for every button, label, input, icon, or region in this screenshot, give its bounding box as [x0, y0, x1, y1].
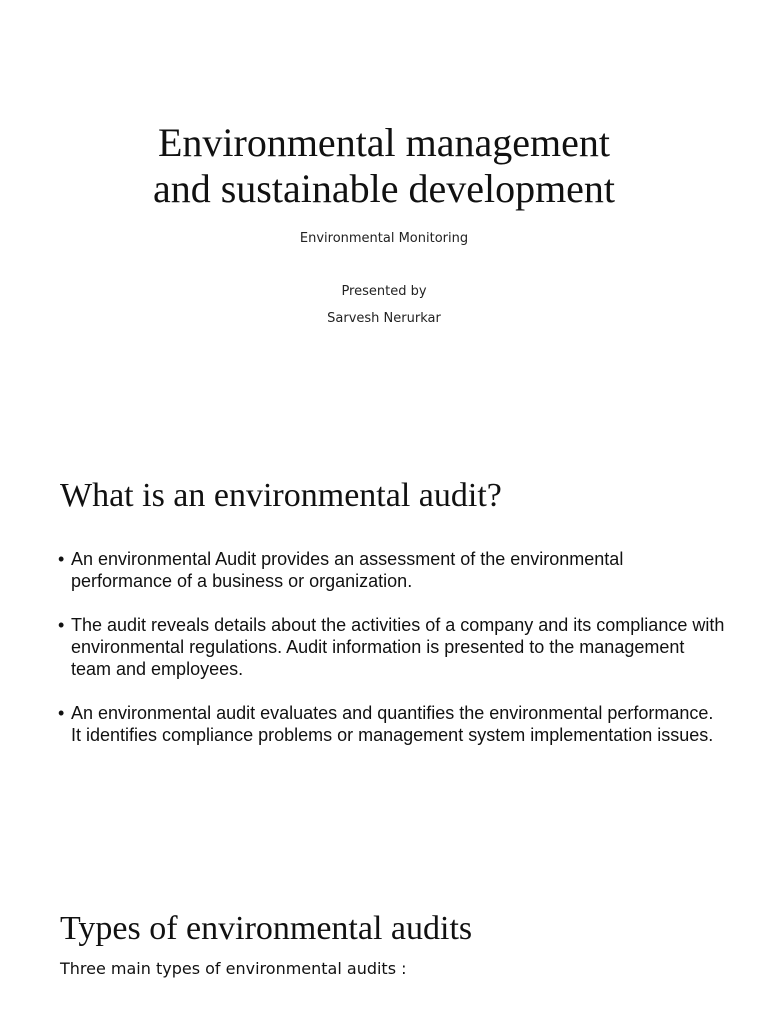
- bullet-item: [58, 702, 728, 746]
- bullet-icon: •: [58, 703, 65, 723]
- bullet-list: [58, 548, 728, 768]
- bullet-text: An environmental Audit provides an assessment of the environmental performance of a business or organization.: [71, 549, 624, 591]
- bullet-item: [58, 548, 728, 592]
- title-line-2: and sustainable development: [152, 166, 616, 211]
- bullet-icon: •: [58, 549, 65, 569]
- slide-heading: Types of environmental audits: [60, 910, 473, 947]
- title-slide: [0, 0, 768, 430]
- slide-heading: What is an environmental audit?: [60, 477, 502, 514]
- presented-by-label: Presented by: [341, 284, 427, 299]
- bullet-text: The audit reveals details about the activities of a company and its compliance with environmental regulations. Audit information is presented to the management team and employees.: [71, 615, 725, 679]
- slide-intro-text: Three main types of environmental audits :: [60, 959, 407, 978]
- presentation-subtitle: Environmental Monitoring: [299, 231, 469, 246]
- presenter-name: Sarvesh Nerurkar: [327, 311, 441, 326]
- audit-types-slide: [0, 860, 768, 1024]
- bullet-icon: •: [58, 615, 65, 635]
- presentation-title: [40, 120, 728, 212]
- bullet-item: [58, 614, 728, 680]
- audit-definition-slide: [0, 430, 768, 860]
- title-line-1: Environmental management: [157, 120, 611, 165]
- bullet-text: An environmental audit evaluates and quantifies the environmental performance. It identifies compliance problems or management system implementation issues.: [71, 703, 714, 745]
